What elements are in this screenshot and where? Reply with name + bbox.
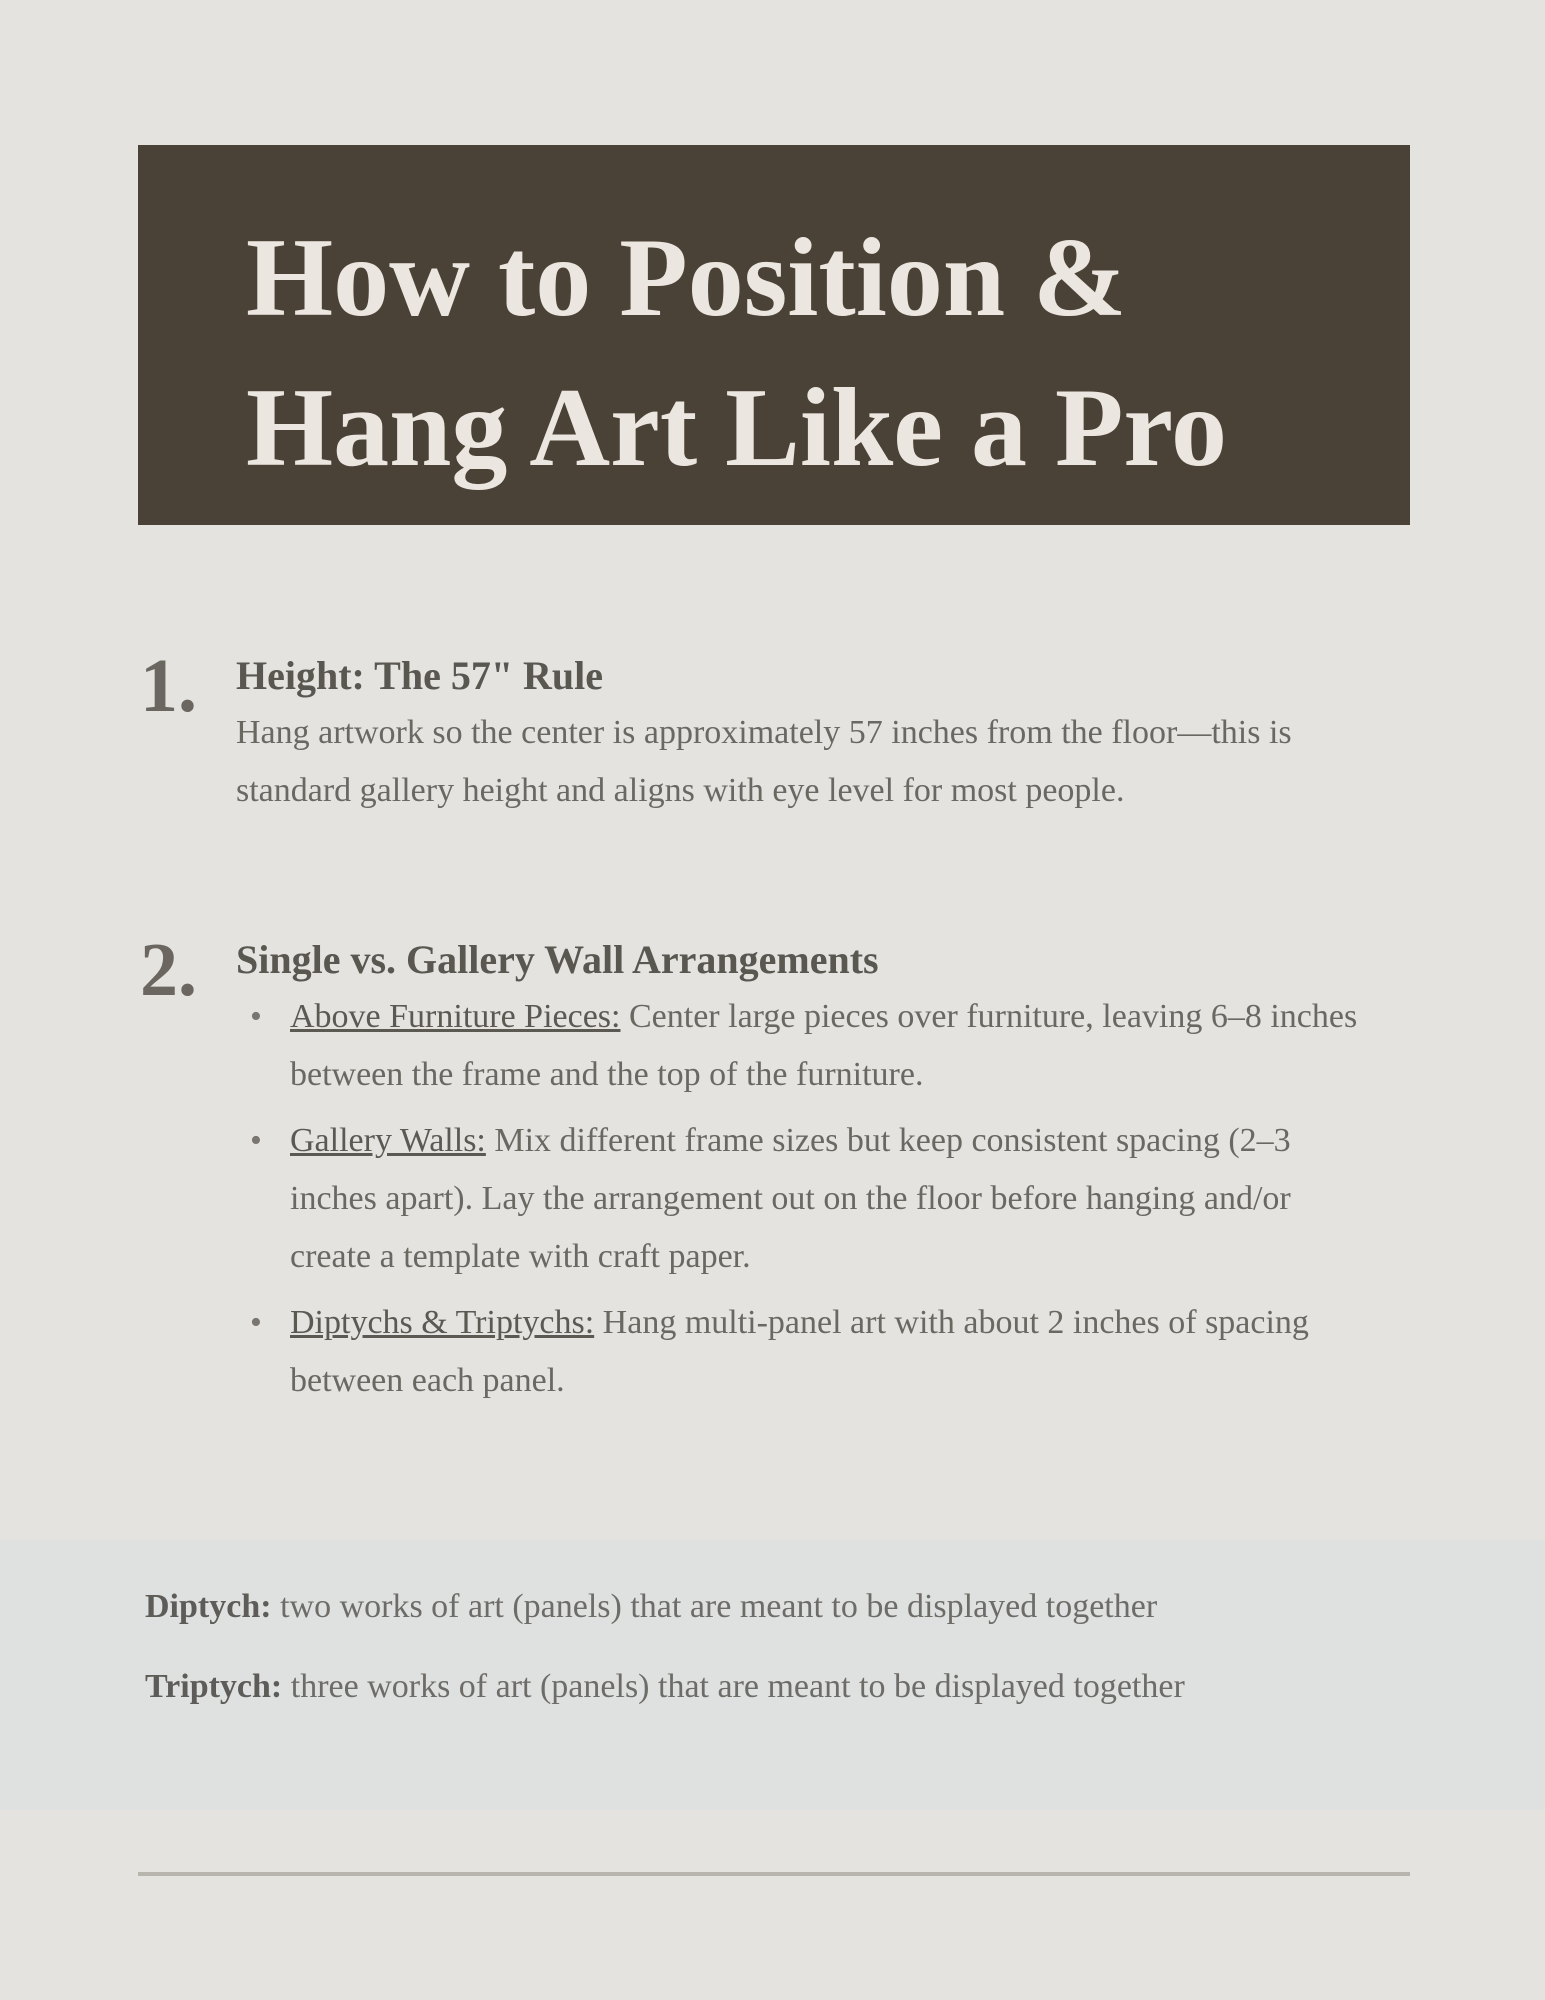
definition-text: three works of art (panels) that are meant to be displayed together	[282, 1668, 1185, 1705]
step-2-body	[236, 932, 1376, 1418]
bullet-text: Mix different frame sizes but keep consistent spacing (2–3 inches apart). Lay the arrangement out on the floor before hanging and/or create a template with craft paper.	[290, 1122, 1291, 1275]
definition-label: Diptych:	[145, 1588, 272, 1625]
bullet-gallery-walls	[236, 1112, 1376, 1286]
bullet-diptychs-triptychs	[236, 1294, 1376, 1410]
step-1-text: Hang artwork so the center is approximately 57 inches from the floor—this is standard gallery height and aligns with eye level for most people.	[236, 714, 1292, 809]
bullet-label: Gallery Walls:	[290, 1122, 486, 1159]
bullet-dot-icon: •	[250, 1304, 262, 1341]
step-1-body	[236, 648, 1376, 820]
step-1-number: 1.	[140, 644, 197, 728]
bullet-text: Center large pieces over furniture, leaving 6–8 inches between the frame and the top of the furniture.	[290, 998, 1358, 1093]
definition-text: two works of art (panels) that are meant to be displayed together	[271, 1588, 1158, 1625]
page-title-line-1: How to Position &	[246, 216, 1127, 340]
bullet-label: Above Furniture Pieces:	[290, 998, 621, 1035]
step-2-number: 2.	[140, 928, 197, 1012]
bullet-dot-icon: •	[250, 1122, 262, 1159]
step-2-heading: Single vs. Gallery Wall Arrangements	[236, 937, 879, 982]
step-1-heading: Height: The 57" Rule	[236, 653, 604, 698]
definition-label: Triptych:	[145, 1668, 283, 1705]
bullet-dot-icon: •	[250, 998, 262, 1035]
footer-divider	[138, 1872, 1410, 1876]
bullet-label: Diptychs & Triptychs:	[290, 1304, 595, 1341]
page-title-line-2: Hang Art Like a Pro	[246, 366, 1228, 490]
title-banner	[138, 145, 1410, 525]
step-2-bullet-list	[236, 988, 1376, 1410]
definition-diptych	[145, 1564, 1375, 1650]
definition-triptych	[145, 1644, 1375, 1730]
bullet-text: Hang multi-panel art with about 2 inches of spacing between each panel.	[290, 1304, 1309, 1399]
bullet-above-furniture	[236, 988, 1376, 1104]
